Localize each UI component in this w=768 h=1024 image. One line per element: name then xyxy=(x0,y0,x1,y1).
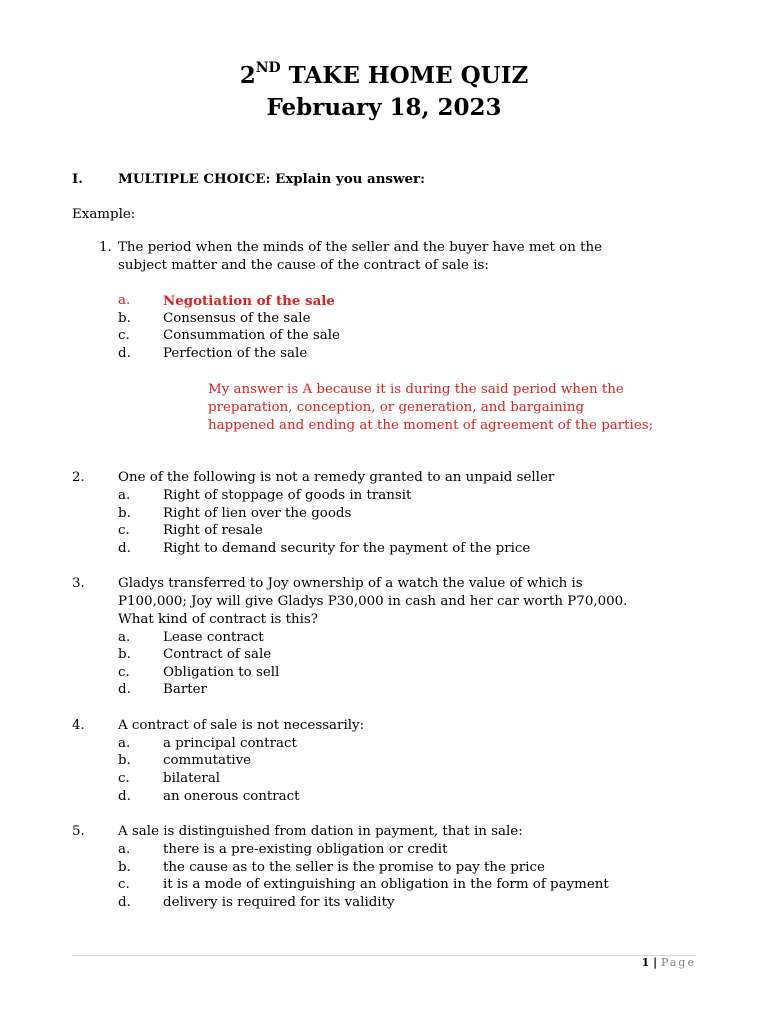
choice-text: Right of resale xyxy=(163,523,263,538)
choice-letter: c. xyxy=(118,328,130,343)
choice-text: Consummation of the sale xyxy=(163,328,340,343)
question-number: 4. xyxy=(72,718,85,733)
example-label: Example: xyxy=(72,207,136,222)
choice-text: it is a mode of extinguishing an obligation in the form of payment xyxy=(163,877,609,892)
question-text: What kind of contract is this? xyxy=(118,612,318,627)
question-text: A sale is distinguished from dation in payment, that in sale: xyxy=(118,824,523,839)
choice-text: an onerous contract xyxy=(163,789,300,804)
question-number: 3. xyxy=(72,576,85,591)
choice-text: there is a pre-existing obligation or credit xyxy=(163,842,448,857)
question-text: A contract of sale is not necessarily: xyxy=(118,718,365,733)
footer-divider xyxy=(72,955,696,956)
choice-letter: d. xyxy=(118,346,131,361)
choice-letter: a. xyxy=(118,293,131,308)
question-number: 2. xyxy=(72,470,85,485)
choice-letter: b. xyxy=(118,506,131,521)
choice-letter: b. xyxy=(118,860,131,875)
choice-letter: a. xyxy=(118,488,131,503)
question-number: 5. xyxy=(72,824,85,839)
choice-text: bilateral xyxy=(163,771,221,786)
choice-letter: c. xyxy=(118,877,130,892)
page-number: 1 xyxy=(641,956,650,969)
choice-letter: b. xyxy=(118,753,131,768)
question-text: The period when the minds of the seller and the buyer have met on the xyxy=(118,240,603,255)
page-footer xyxy=(642,956,696,969)
choice-letter: b. xyxy=(118,311,131,326)
choice-letter: b. xyxy=(118,647,131,662)
choice-letter: a. xyxy=(118,842,131,857)
choice-text-selected: Negotiation of the sale xyxy=(163,293,335,309)
choice-text: Right of stoppage of goods in transit xyxy=(163,488,412,503)
choice-letter: c. xyxy=(118,665,130,680)
question-text: One of the following is not a remedy granted to an unpaid seller xyxy=(118,470,555,485)
choice-text: Right of lien over the goods xyxy=(163,506,352,521)
page-word: Page xyxy=(660,956,696,969)
choice-letter: d. xyxy=(118,541,131,556)
section-heading: MULTIPLE CHOICE: Explain you answer: xyxy=(118,171,426,187)
choice-text: commutative xyxy=(163,753,252,768)
answer-explanation: preparation, conception, or generation, and bargaining xyxy=(208,400,585,415)
quiz-date: February 18, 2023 xyxy=(266,94,502,121)
choice-letter: c. xyxy=(118,523,130,538)
answer-explanation: My answer is A because it is during the said period when the xyxy=(208,382,624,397)
choice-letter: d. xyxy=(118,682,131,697)
choice-letter: d. xyxy=(118,895,131,910)
question-text: P100,000; Joy will give Gladys P30,000 in cash and her car worth P70,000. xyxy=(118,594,628,609)
choice-letter: c. xyxy=(118,771,130,786)
choice-text: Perfection of the sale xyxy=(163,346,308,361)
question-number: 1. xyxy=(99,240,112,255)
section-numeral: I. xyxy=(72,171,83,187)
choice-text: the cause as to the seller is the promise to pay the price xyxy=(163,860,545,875)
choice-text: Right to demand security for the payment of the price xyxy=(163,541,531,556)
answer-explanation: happened and ending at the moment of agreement of the parties; xyxy=(208,418,654,433)
question-text: Gladys transferred to Joy ownership of a watch the value of which is xyxy=(118,576,583,591)
choice-text: Barter xyxy=(163,682,207,697)
choice-text: Obligation to sell xyxy=(163,665,280,680)
choice-text: Lease contract xyxy=(163,630,264,645)
choice-letter: a. xyxy=(118,630,131,645)
choice-text: a principal contract xyxy=(163,736,297,751)
quiz-title: 2ND TAKE HOME QUIZ xyxy=(239,60,529,89)
choice-text: delivery is required for its validity xyxy=(163,895,395,910)
choice-text: Contract of sale xyxy=(163,647,272,662)
choice-text: Consensus of the sale xyxy=(163,311,311,326)
footer-separator: | xyxy=(649,956,661,969)
question-text: subject matter and the cause of the contract of sale is: xyxy=(118,258,489,273)
choice-letter: a. xyxy=(118,736,131,751)
choice-letter: d. xyxy=(118,789,131,804)
